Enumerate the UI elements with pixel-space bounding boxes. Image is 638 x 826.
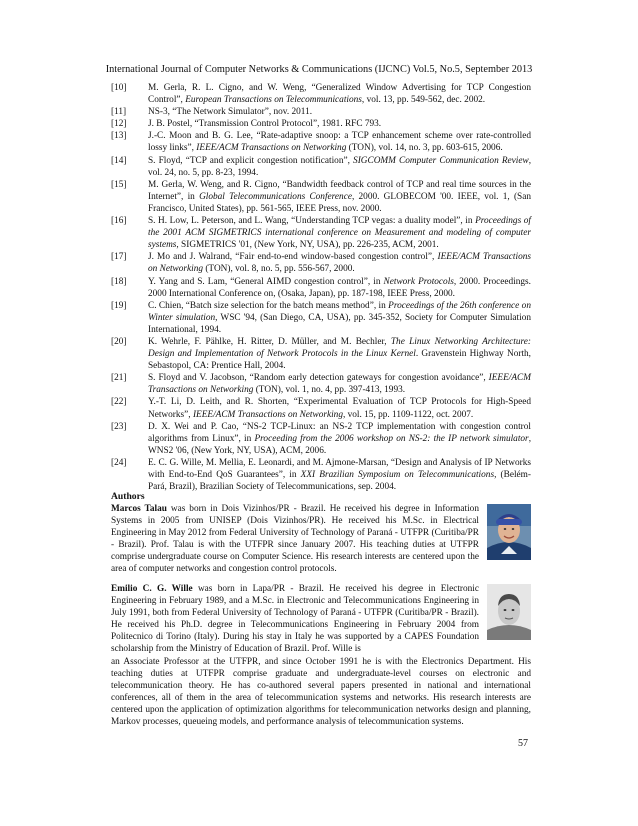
reference-fragment: J.-C. Moon and B. G. Lee, “Rate-adaptive snoop: a TCP enhancement scheme over rate-controlled lossy links”, xyxy=(148,131,531,154)
author-photo-wille xyxy=(487,584,531,640)
reference-text xyxy=(148,251,531,275)
reference-number: [20] xyxy=(111,336,127,347)
reference-number: [18] xyxy=(111,276,127,287)
reference-fragment: , WSC '94, (San Diego, CA, USA), pp. 345-352, Society for Computer Simulation International, 1994. xyxy=(148,312,531,335)
reference-fragment: NS-3, “The Network Simulator”, nov. 2011. xyxy=(148,107,313,118)
reference-item xyxy=(111,155,531,179)
reference-venue: Proceedings of the 2001 ACM SIGMETRICS international conference on Measurement and modeling of computer systems xyxy=(148,216,531,251)
reference-number: [11] xyxy=(111,107,127,118)
reference-venue: Proceedings of the 26th conference on Winter simulation xyxy=(148,300,531,323)
reference-venue: Proceeding from the 2006 workshop on NS-2: the IP network simulator xyxy=(254,433,529,444)
reference-list xyxy=(111,82,531,493)
reference-item xyxy=(111,276,531,300)
reference-item xyxy=(111,336,531,372)
author-bio-wille xyxy=(111,583,531,728)
reference-text xyxy=(148,300,531,336)
reference-fragment: , (Belém- Pará, Brazil), Brazilian Society of Telecommunications, sep. 2004. xyxy=(148,470,531,493)
reference-fragment: Y.-T. Li, D. Leith, and R. Shorten, “Experimental Evaluation of TCP Protocols for High-Speed Networks”, xyxy=(148,397,531,420)
reference-fragment: C. Chien, “Batch size selection for the batch means method”, in xyxy=(148,300,389,311)
reference-fragment: , SIGMETRICS '01, (New York, NY, USA), pp. 226-235, ACM, 2001. xyxy=(176,240,439,251)
reference-venue: IEEE/ACM Transactions on Networking xyxy=(148,373,531,396)
reference-venue: Global Telecommunications Conference xyxy=(199,191,352,202)
reference-item xyxy=(111,421,531,457)
reference-fragment: , 2000. Proceedings. 2000 International Conference on, (Osaka, Japan), pp. 187-198, IEEE Press, 2000. xyxy=(148,276,532,299)
reference-fragment: S. Floyd, “TCP and explicit congestion notification”, xyxy=(148,155,354,166)
reference-text xyxy=(148,130,531,154)
reference-number: [12] xyxy=(111,119,127,130)
reference-item xyxy=(111,372,531,396)
reference-text xyxy=(148,336,531,372)
page-number: 57 xyxy=(518,738,528,749)
reference-item xyxy=(111,251,531,275)
reference-fragment: M. Gerla, R. L. Cigno, and W. Weng, “Generalized Window Advertising for TCP Congestion Control”, xyxy=(148,83,531,106)
reference-venue: IEEE/ACM Transactions on Networking xyxy=(196,143,347,154)
reference-item xyxy=(111,106,531,118)
author-name: Emilio C. G. Wille xyxy=(111,584,193,594)
reference-text xyxy=(148,82,531,106)
reference-text xyxy=(148,106,531,118)
reference-fragment: , WNS2 '06, (New York, NY, USA), ACM, 2006. xyxy=(148,433,532,456)
reference-text xyxy=(148,372,531,396)
reference-number: [24] xyxy=(111,457,127,468)
reference-fragment: , 2000. GLOBECOM '00. IEEE, vol. 1, (San Francisco, United States), pp. 561-565, IEEE Press, nov. 2000. xyxy=(148,191,531,214)
reference-item xyxy=(111,82,531,106)
reference-item xyxy=(111,130,531,154)
author-photo-talau xyxy=(487,504,531,560)
reference-number: [19] xyxy=(111,300,127,311)
reference-number: [17] xyxy=(111,252,127,263)
reference-text xyxy=(148,396,531,420)
reference-fragment: E. C. G. Wille, M. Mellia, E. Leonardi, and M. Ajmone-Marsan, “Design and Analysis of IP Networks with End-to-End QoS Guarantees”, in xyxy=(148,457,531,480)
reference-fragment: (TON), vol. 1, no. 4, pp. 397-413, 1993. xyxy=(253,385,406,396)
reference-item xyxy=(111,300,531,336)
reference-fragment: S. Floyd and V. Jacobson, “Random early detection gateways for congestion avoidance”, xyxy=(148,373,489,384)
reference-text xyxy=(148,421,531,457)
reference-fragment: , vol. 15, pp. 1109-1122, oct. 2007. xyxy=(342,409,474,420)
reference-text xyxy=(148,118,531,130)
reference-number: [22] xyxy=(111,397,127,408)
reference-fragment: , vol. 24, no. 5, pp. 8-23, 1994. xyxy=(148,155,532,178)
reference-venue: XXI Brazilian Symposium on Telecommunications xyxy=(300,470,495,480)
reference-item xyxy=(111,215,531,251)
reference-number: [13] xyxy=(111,131,127,142)
bio-text: was born in Dois Vizinhos/PR - Brazil. He received his degree in Information Systems in 2005 from UNISEP (Dois Vizinhos/PR). He received his M.Sc. in Electrical Engineering in May 2012 from Federal University of Technology of Paraná - UTFPR (Curitiba/PR - Brazil). Prof. Talau is with the UTFPR since January 2007. His teaching duties at UTFPR comprise undergraduate course on Computer Science. His research interests are centered upon the area of computer networks and congestion control protocols. xyxy=(111,504,479,575)
bio-text: was born in Lapa/PR - Brazil. He received his degree in Electronic Engineering in February 1989, and a M.Sc. in Electronic and Telecommunications Engineering in July 1991, both from Federal University of Technology of Paraná - UTFPR (Curitiba/PR - Brazil). He received his Ph.D. degree in Telecommunications Engineering in February 2004 from Politecnico di Torino (Italy). During his stay in Italy he was supported by a CAPES Foundation scholarship from the Ministry of Education of Brazil. Prof. Wille is xyxy=(111,584,480,655)
reference-text xyxy=(148,179,531,215)
reference-venue: SIGCOMM Computer Communication Review xyxy=(353,155,529,166)
reference-fragment: D. X. Wei and P. Cao, “NS-2 TCP-Linux: an NS-2 TCP implementation with congestion control algorithms from Linux”, in xyxy=(148,421,531,444)
reference-venue: IEEE/ACM Transactions on Networking xyxy=(148,252,531,275)
reference-venue: IEEE/ACM Transactions on Networking xyxy=(192,409,343,420)
reference-item xyxy=(111,118,531,130)
reference-fragment: J. B. Postel, “Transmission Control Protocol”, 1981. RFC 793. xyxy=(148,119,382,130)
reference-text xyxy=(148,457,531,493)
reference-fragment: . Gravenstein Highway North, Sebastopol, CA: Prentice Hall, 2004. xyxy=(148,349,532,372)
reference-fragment: K. Wehrle, F. Pählke, H. Ritter, D. Müller, and M. Bechler, xyxy=(148,336,391,347)
reference-fragment: , vol. 13, pp. 549-562, dec. 2002. xyxy=(361,95,486,106)
reference-fragment: (TON), vol. 14, no. 3, pp. 603-615, 2006. xyxy=(346,143,503,154)
reference-number: [23] xyxy=(111,421,127,432)
reference-venue: The Linux Networking Architecture: Design and Implementation of Network Protocols in the Linux Kernel xyxy=(148,336,532,360)
authors-heading: Authors xyxy=(111,491,145,502)
reference-item xyxy=(111,396,531,420)
reference-fragment: Y. Yang and S. Lam, “General AIMD congestion control”, in xyxy=(148,276,384,287)
journal-header: International Journal of Computer Networks & Communications (IJCNC) Vol.5, No.5, September 2013 xyxy=(105,64,533,75)
reference-venue: Network Protocols xyxy=(383,276,454,287)
reference-venue: European Transactions on Telecommunications xyxy=(185,95,362,106)
reference-number: [16] xyxy=(111,216,127,227)
reference-fragment: J. Mo and J. Walrand, “Fair end-to-end window-based congestion control”, xyxy=(148,252,438,263)
reference-fragment: M. Gerla, W. Weng, and R. Cigno, “Bandwidth feedback control of TCP and real time sources in the Internet”, in xyxy=(148,179,531,202)
reference-number: [15] xyxy=(111,179,127,190)
reference-fragment: (TON), vol. 8, no. 5, pp. 556-567, 2000. xyxy=(203,264,355,275)
reference-number: [21] xyxy=(111,373,127,384)
reference-number: [14] xyxy=(111,155,127,166)
reference-text xyxy=(148,276,531,300)
reference-text xyxy=(148,215,531,251)
reference-item xyxy=(111,179,531,215)
bio-text-continued: an Associate Professor at the UTFPR, and since October 1991 he is with the Electronics Department. His teaching duties at UTFPR comprise graduate and undergraduate-level courses on electronic and telecommunication theory. He has co-authored several papers presented in national and international conferences, all of them in the area of telecommunication systems and networks. His research interests are centered upon the application of optimization algorithms for telecommunication networks design and planning, Markov processes, queueing models, and performance analysis of telecommunication systems. xyxy=(111,656,531,728)
reference-fragment: S. H. Low, L. Peterson, and L. Wang, “Understanding TCP vegas: a duality model”, in xyxy=(148,216,476,227)
reference-text xyxy=(148,155,531,179)
reference-item xyxy=(111,457,531,493)
reference-number: [10] xyxy=(111,83,127,93)
author-bio-talau xyxy=(111,503,531,576)
author-name: Marcos Talau xyxy=(111,504,167,514)
